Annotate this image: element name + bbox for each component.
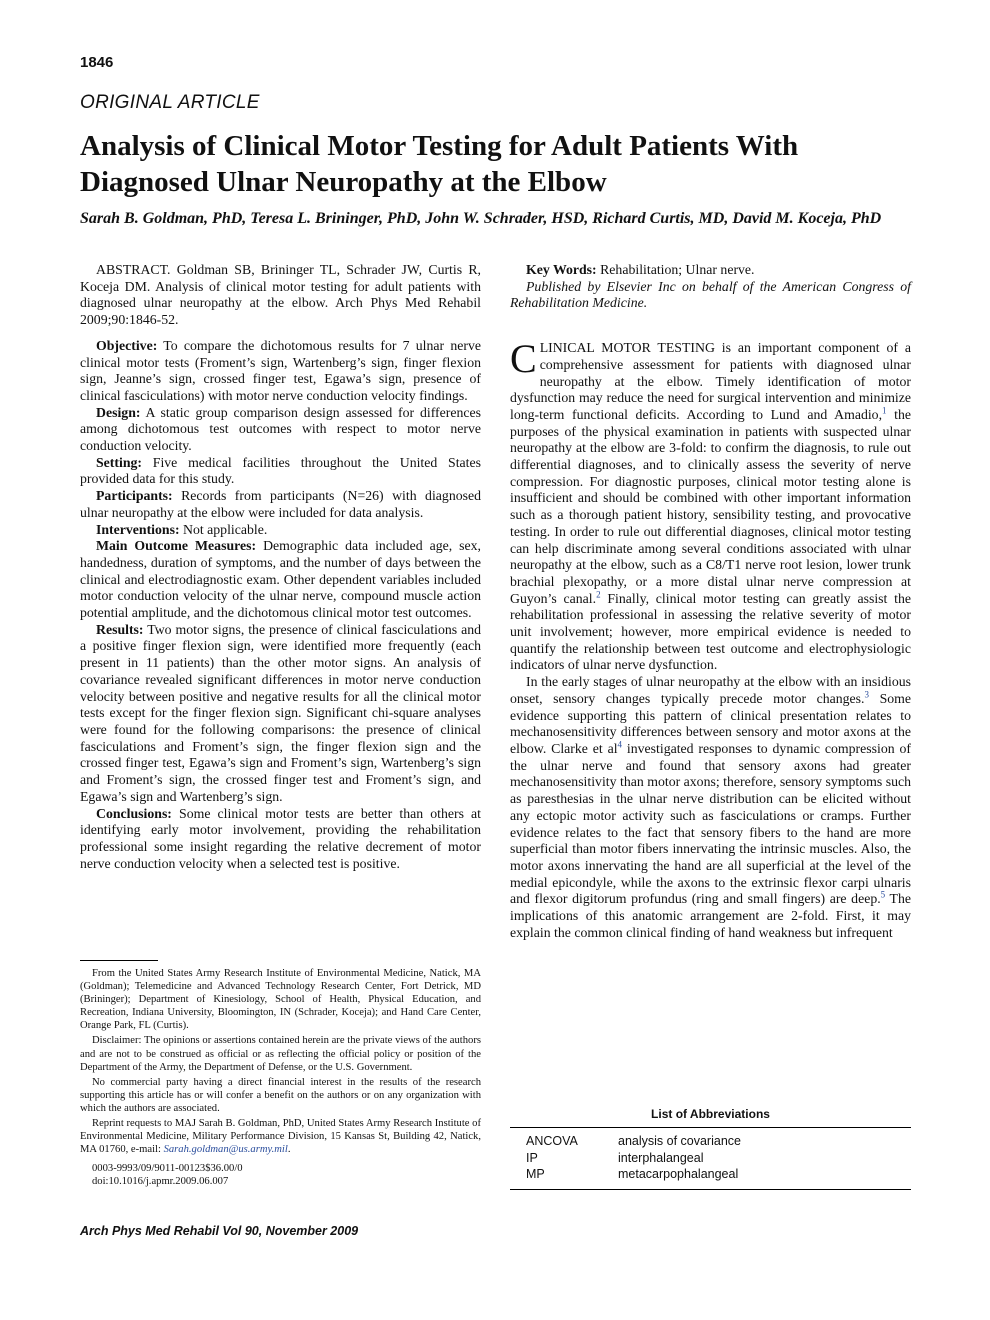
abbreviation-definition: interphalangeal	[618, 1150, 704, 1165]
drop-cap: C	[510, 336, 537, 382]
footnotes	[80, 960, 481, 1189]
abstract-column	[80, 262, 481, 872]
abbreviation-definition: metacarpophalangeal	[618, 1167, 739, 1181]
abbreviations-box	[510, 1107, 911, 1190]
reference-link[interactable]: 2	[596, 589, 601, 600]
reference-link[interactable]: 3	[864, 689, 870, 700]
doi-link[interactable]: doi:10.1016/j.apmr.2009.06.007	[92, 1176, 229, 1188]
abstract-design: Design: A static group comparison design assessed for differences among dichotomous test outcomes with respect to motor nerve conduction velocity.	[80, 404, 481, 454]
abbreviation-row	[510, 1150, 911, 1167]
author-list: Sarah B. Goldman, PhD, Teresa L. Brininger, PhD, John W. Schrader, HSD, Richard Curtis, MD, David M. Koceja, PhD	[80, 210, 882, 227]
intro-paragraph: CLINICAL MOTOR TESTING is an important component of a comprehensive assessment for patients with diagnosed ulnar neuropathy at the elbow. Timely identification of motor dysfunction may reduce the need for surgical intervention and minimize long-term functional deficits. According to Lund and Amadio,$^1$ the purposes of the physical examination in patients with suspected ulnar neuropathy at the elbow are 3-fold: to confirm the diagnosis, to rule out differential diagnoses, and to clinically assess the severity of nerve compression. For diagnostic purposes, clinical motor testing alone is insufficient and should be combined with other important information such as a thorough patient history, sensibility testing, and provocative testing. In order to rule out differential diagnoses, clinical motor testing can help discriminate among several conditions associated with ulnar neuropathy at the elbow, such as a C8/T1 nerve root lesion, lower trunk brachial plexopathy, or a more distal ulnar nerve compression at Guyon’s canal.$^2$ Finally, clinical motor testing can greatly assist the rehabilitation professional in assessing the relative severity of motor unit involvement; however, more empirical evidence is needed to quantify the relationship between test outcome and electrophysiologic indicators of ulnar nerve dysfunction.	[510, 336, 911, 673]
publisher-note: Published by Elsevier Inc on behalf of the American Congress of Rehabilitation Medicine.	[510, 278, 911, 311]
abbreviation-term: MP	[526, 1167, 545, 1181]
key-words: Key Words: Rehabilitation; Ulnar nerve.	[526, 262, 755, 277]
abstract-results: Results: Two motor signs, the presence of clinical fasciculations and a positive finger flexion sign, were identified more frequently (each present in 11 patients) than the other motor signs. An analysis of covariance revealed significant differences in motor nerve conduction velocity between positive and negative results for all the clinical motor tests except for the finger flexion sign. Significant chi-square analyses were found for the following comparisons: the presence of clinical fasciculations and Froment’s sign, the finger flexion sign and the crossed finger test, Egawa’s sign and Froment’s sign, Wartenberg’s sign and Froment’s sign, the crossed finger test and Froment’s sign, and Egawa’s sign and Wartenberg’s sign.	[80, 621, 481, 804]
body-paragraph: In the early stages of ulnar neuropathy at the elbow with an insidious onset, sensory changes typically precede motor changes.$^3$ Some evidence supporting this pattern of clinical presentation relates to mechanosensitivity differences between sensory and motor axons at the elbow. Clarke et $al^4$ investigated responses to dynamic compression of the ulnar nerve and found that sensory axons had greater mechanosensitivity than motor axons; therefore, sensory symptoms such as paresthesias in the ulnar nerve distribution can be elicited without any ectopic motor activity such as fasciculations or cramps. Further evidence relates to the fact that sensory fibers to the hand are more superficial than motor fibers innervating the intrinsic muscles. Also, the motor axons innervating the hand are all superficial at the level of the medial epicondyle, while the axons to the extrinsic flexor carpi ulnaris and flexor digitorum profundus (ring and small fingers) are deep.$^5$ The implications of this anatomic arrangement are 2-fold. First, it may explain the common clinical finding of hand weakness but infrequent	[510, 674, 911, 940]
footnote-affiliations: From the United States Army Research Institute of Environmental Medicine, Natick, MA (Goldman); Telemedicine and Advanced Technology Research Center, Fort Detrick, MD (Brininger); Department of Kinesiology, School of Health, Physical Education, and Recreation, Indiana University, Bloomington, IN (Schrader, Koceja); and Hand Care Center, Orange Park, FL (Curtis).	[80, 968, 481, 1032]
footnote-reprint: Reprint requests to MAJ Sarah B. Goldman, PhD, United States Army Research Institute of Environmental Medicine, Military Performance Division, 15 Kansas St, Building 42, Natick, MA 01760, e-mail: Sarah.goldman@us.army.mil.	[80, 1118, 481, 1156]
abstract-interventions: Interventions: Not applicable.	[96, 521, 268, 537]
page-number: 1846	[80, 54, 114, 71]
reference-link[interactable]: 4	[617, 739, 623, 750]
issn-line: 0003-9993/09/9011-00123$36.00/0	[92, 1163, 243, 1175]
abbreviation-row	[510, 1133, 911, 1150]
article-title: Analysis of Clinical Motor Testing for Adult Patients With Diagnosed Ulnar Neuropathy at the Elbow	[80, 130, 799, 198]
footnote-conflict: No commercial party having a direct financial interest in the results of the research supporting this article has or will confer a benefit on the authors or on any organization with which the authors are associated.	[80, 1076, 481, 1114]
abbreviations-list	[510, 1133, 911, 1183]
journal-footer: Arch Phys Med Rehabil Vol 90, November 2009	[80, 1224, 359, 1238]
abstract-participants: Participants: Records from participants (N=26) with diagnosed ulnar neuropathy at the elbow were included for data analysis.	[80, 488, 482, 520]
email-link[interactable]: Sarah.goldman@us.army.mil	[163, 1144, 288, 1156]
footnote-rule	[80, 960, 158, 961]
abbreviation-term: IP	[526, 1150, 538, 1165]
abbreviation-row	[510, 1166, 911, 1183]
table-rule	[510, 1189, 911, 1190]
table-rule	[510, 1127, 911, 1128]
article-type: ORIGINAL ARTICLE	[80, 92, 260, 113]
footnote-disclaimer: Disclaimer: The opinions or assertions contained herein are the private views of the authors and are not to be construed as official or as reflecting the official policy or position of the Department of the Army, the Department of Defense, or the U.S. Government.	[80, 1035, 481, 1073]
lead-in-smallcaps: LINICAL MOTOR TESTING	[539, 340, 715, 356]
abbreviations-title: List of Abbreviations	[651, 1107, 770, 1121]
reference-link[interactable]: 5	[880, 889, 886, 900]
abstract-outcome-measures: Main Outcome Measures: Demographic data included age, sex, handedness, duration of symptoms, and the number of days between the clinical and electrodiagnostic exam. Other dependent variables included motor conduction velocity of the ulnar nerve, compound muscle action potential amplitude, and the dichotomous clinical motor test outcomes.	[80, 538, 481, 621]
body-column	[510, 262, 911, 941]
abbreviation-definition: analysis of covariance	[618, 1134, 741, 1148]
reference-link[interactable]: 1	[882, 405, 887, 416]
abbreviation-term: ANCOVA	[526, 1134, 578, 1148]
abstract-objective: Objective: To compare the dichotomous results for 7 ulnar nerve clinical motor tests (Froment’s sign, Wartenberg’s sign, finger flexion sign, Jeanne’s sign, crossed finger test, Egawa’s sign, presence of clinical fasciculations) with motor nerve conduction velocity findings.	[80, 337, 481, 403]
abstract-conclusions: Conclusions: Some clinical motor tests are better than others at identifying early motor involvement, providing the rehabilitation professional some insight regarding the relative decrement of motor nerve conduction velocity when a selected test is positive.	[80, 805, 481, 871]
abstract-setting: Setting: Five medical facilities throughout the United States provided data for this study.	[80, 454, 482, 487]
abstract-citation: ABSTRACT. Goldman SB, Brininger TL, Schrader JW, Curtis R, Koceja DM. Analysis of clinical motor testing for adult patients with diagnosed ulnar neuropathy at the elbow. Arch Phys Med Rehabil 2009;90:1846-52.	[80, 262, 481, 328]
